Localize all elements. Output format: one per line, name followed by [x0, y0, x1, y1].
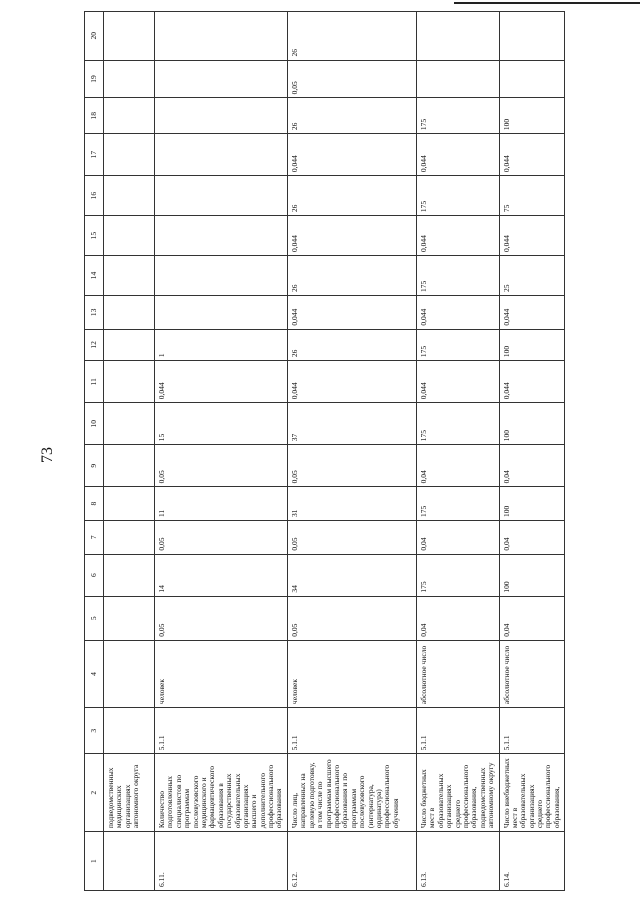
table-cell: 100 [499, 98, 565, 134]
table-cell: 0,044 [155, 361, 288, 403]
indicator-name-cell: Число внебюджетных мест в образовательных организациях среднего профессионального образования, [499, 754, 565, 832]
table-cell: 11 [155, 487, 288, 521]
table-cell [104, 640, 155, 707]
table-cell: 0,044 [499, 216, 565, 256]
table-cell: 37 [288, 403, 417, 445]
table-cell [155, 60, 288, 98]
table-cell: 0,05 [155, 520, 288, 554]
table-cell: 0,05 [155, 596, 288, 640]
table-cell: 0,04 [417, 445, 500, 487]
row-number-cell: 6.14. [499, 832, 565, 891]
table-cell [155, 216, 288, 256]
table-cell: 26 [288, 98, 417, 134]
table-cell [104, 176, 155, 216]
table-row [417, 12, 500, 891]
row-number-cell: 6.11. [155, 832, 288, 891]
table-cell: 0,044 [499, 361, 565, 403]
row-number-cell [104, 832, 155, 891]
table-cell: 100 [499, 403, 565, 445]
table-cell [104, 296, 155, 330]
table-cell: 0,044 [417, 216, 500, 256]
table-cell: человек [155, 640, 288, 707]
row-number-cell: 6.13. [417, 832, 500, 891]
table-cell [104, 708, 155, 754]
table-cell [104, 445, 155, 487]
table-cell: 175 [417, 403, 500, 445]
header-cell: 10 [85, 403, 104, 445]
table-cell [104, 256, 155, 296]
table-row [499, 12, 565, 891]
table-cell: 1 [155, 329, 288, 361]
table-cell: абсолютное число [499, 640, 565, 707]
table-cell: 0,05 [288, 445, 417, 487]
header-cell: 12 [85, 329, 104, 361]
table-cell [104, 520, 155, 554]
header-cell: 14 [85, 256, 104, 296]
table-cell: 0,044 [417, 134, 500, 176]
table-cell [417, 12, 500, 61]
header-cell: 17 [85, 134, 104, 176]
table-cell: 0,044 [499, 296, 565, 330]
table-cell: 14 [155, 554, 288, 596]
row-number-cell: 6.12. [288, 832, 417, 891]
table-cell: 0,04 [499, 520, 565, 554]
table-cell: 0,04 [417, 520, 500, 554]
header-cell: 11 [85, 361, 104, 403]
header-cell: 3 [85, 708, 104, 754]
indicator-name-cell: Количество подготовленных специалистов по программам послевузовского медицинского и фармацевтического образования в государственных образовательных организациях высшего и дополнительного профессионального образования [155, 754, 288, 832]
table-cell [155, 256, 288, 296]
table-cell [104, 60, 155, 98]
table-cell: 0,044 [499, 134, 565, 176]
table-cell: абсолютное число [417, 640, 500, 707]
header-cell: 2 [85, 754, 104, 832]
table-cell [104, 98, 155, 134]
header-cell: 19 [85, 60, 104, 98]
indicator-name-cell: подведомственных медицинских организациях автономного округа [104, 754, 155, 832]
table-cell: 0,044 [417, 361, 500, 403]
table-cell: 5.1.1 [155, 708, 288, 754]
table-cell: человек [288, 640, 417, 707]
table-cell [155, 134, 288, 176]
table-header-row [85, 12, 104, 891]
table-cell: 0,044 [288, 134, 417, 176]
table-cell [155, 296, 288, 330]
table-cell: 26 [288, 329, 417, 361]
header-cell: 4 [85, 640, 104, 707]
indicator-table [84, 11, 565, 891]
table-cell: 26 [288, 12, 417, 61]
table-cell [155, 98, 288, 134]
header-cell: 15 [85, 216, 104, 256]
table-cell: 0,05 [288, 60, 417, 98]
table-row [288, 12, 417, 891]
indicator-name-cell: Число бюджетных мест в образовательных организациях среднего профессионального образования, подведомственных автономному округу [417, 754, 500, 832]
table-cell: 26 [288, 256, 417, 296]
indicator-table-container [84, 11, 561, 891]
table-cell: 34 [288, 554, 417, 596]
table-cell [104, 487, 155, 521]
header-cell: 20 [85, 12, 104, 61]
header-cell: 8 [85, 487, 104, 521]
table-cell: 175 [417, 487, 500, 521]
indicator-name-cell: Число лиц, направленных на целевую подготовку, в том числе по программам высшего профессионального образования и по программам послевузовского (интернатура, ординатура) профессионального обучения [288, 754, 417, 832]
table-cell [104, 361, 155, 403]
table-cell: 0,04 [417, 596, 500, 640]
table-cell: 175 [417, 554, 500, 596]
table-cell: 75 [499, 176, 565, 216]
table-cell [499, 12, 565, 61]
table-cell: 100 [499, 329, 565, 361]
table-cell: 0,044 [288, 361, 417, 403]
table-cell: 0,04 [499, 445, 565, 487]
header-cell: 7 [85, 520, 104, 554]
table-cell: 15 [155, 403, 288, 445]
header-cell: 16 [85, 176, 104, 216]
table-cell: 25 [499, 256, 565, 296]
table-cell: 100 [499, 487, 565, 521]
table-cell: 0,044 [288, 216, 417, 256]
table-row [104, 12, 155, 891]
header-cell: 9 [85, 445, 104, 487]
table-cell [499, 60, 565, 98]
table-cell [104, 554, 155, 596]
table-cell: 5.1.1 [417, 708, 500, 754]
table-row [155, 12, 288, 891]
table-cell: 0,05 [155, 445, 288, 487]
table-cell: 175 [417, 256, 500, 296]
table-cell [104, 134, 155, 176]
table-cell: 31 [288, 487, 417, 521]
table-cell [155, 176, 288, 216]
table-cell [417, 60, 500, 98]
table-cell: 26 [288, 176, 417, 216]
header-cell: 6 [85, 554, 104, 596]
table-cell: 100 [499, 554, 565, 596]
header-cell: 18 [85, 98, 104, 134]
table-cell: 175 [417, 329, 500, 361]
table-cell: 5.1.1 [499, 708, 565, 754]
table-cell: 0,04 [499, 596, 565, 640]
table-cell: 0,044 [417, 296, 500, 330]
table-cell [104, 403, 155, 445]
table-cell [104, 12, 155, 61]
table-cell [104, 216, 155, 256]
table-cell: 5.1.1 [288, 708, 417, 754]
table-cell [104, 596, 155, 640]
header-cell: 5 [85, 596, 104, 640]
header-cell: 1 [85, 832, 104, 891]
top-rule [454, 2, 640, 4]
table-cell: 0,05 [288, 596, 417, 640]
table-cell: 175 [417, 176, 500, 216]
header-cell: 13 [85, 296, 104, 330]
table-cell: 0,044 [288, 296, 417, 330]
table-cell: 175 [417, 98, 500, 134]
table-cell [155, 12, 288, 61]
table-cell [104, 329, 155, 361]
page-number: 73 [39, 447, 56, 463]
table-cell: 0,05 [288, 520, 417, 554]
